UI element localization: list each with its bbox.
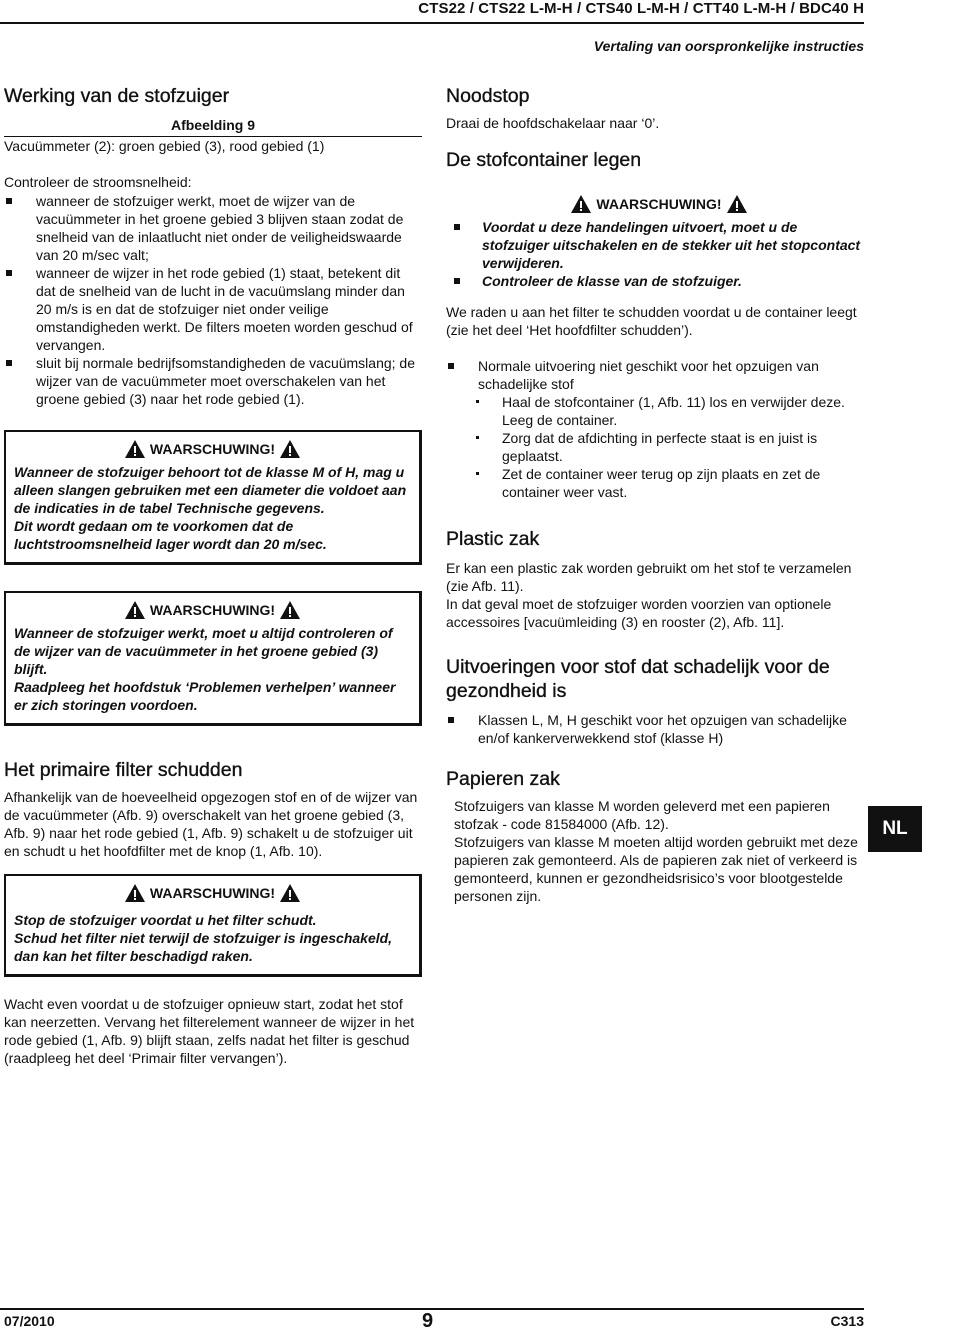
warning-header <box>14 883 411 903</box>
warning-triangle-icon <box>124 439 146 459</box>
warning-text: Wanneer de stofzuiger behoort tot de klasse M of H, mag u alleen slangen gebruiken met een diameter die voldoet aan de indicaties in de tabel Technische gegevens. <box>14 464 407 516</box>
warning-text: Raadpleeg het hoofdstuk ‘Problemen verhelpen’ wanneer er zich storingen voordoen. <box>14 679 396 713</box>
sub-list <box>470 393 866 501</box>
heading-emergency-stop: Noodstop <box>446 85 530 107</box>
heading-operation: Werking van de stofzuiger <box>4 85 230 107</box>
warning-header <box>452 194 866 214</box>
stop-text: Draai de hoofdschakelaar naar ‘0’. <box>446 115 660 131</box>
warning-triangle-icon <box>279 883 301 903</box>
list-item: Klassen L, M, H geschikt voor het opzuigen van schadelijke en/of kankerverwekkend stof (klasse H) <box>446 711 866 747</box>
warning-text: Dit wordt gedaan om te voorkomen dat de luchtstroomsnelheid lager wordt dan 20 m/sec. <box>14 518 327 552</box>
warning-box-stop <box>4 874 422 977</box>
harmful-list <box>446 711 866 747</box>
warning-text: Stop de stofzuiger voordat u het filter schudt. <box>14 912 317 928</box>
warning-triangle-icon <box>124 883 146 903</box>
normal-list <box>446 357 866 501</box>
list-item <box>446 357 866 501</box>
figure-caption: Vacuümmeter (2): groen gebied (3), rood gebied (1) <box>4 138 325 154</box>
warning-label: WAARSCHUWING! <box>596 196 722 212</box>
warning-text: Schud het filter niet terwijl de stofzuiger is ingeschakeld, dan kan het filter beschadigd raken. <box>14 930 393 964</box>
heading-empty-container: De stofcontainer legen <box>446 149 642 171</box>
sub-list-item: Zorg dat de afdichting in perfecte staat is en juist is geplaatst. <box>470 429 866 465</box>
paper-text: Stofzuigers van klasse M moeten altijd worden gebruikt met deze papieren zak gemonteerd. Als de papieren zak niet of verkeerd is gemonteerd, kunnen er gezondheidsrisico’s voor blootgestelde personen zijn. <box>454 834 858 904</box>
warning-header <box>14 600 411 620</box>
header-rule <box>0 22 864 24</box>
document-title: CTS22 / CTS22 L-M-H / CTS40 L-M-H / CTT40 L-M-H / BDC40 H <box>418 0 864 17</box>
heading-shake-filter: Het primaire filter schudden <box>4 759 243 781</box>
heading-harmful-dust: Uitvoeringen voor stof dat schadelijk voor de gezondheid is <box>446 656 830 702</box>
list-item: Voordat u deze handelingen uitvoert, moet u de stofzuiger uitschakelen en de stekker uit het stopcontact verwijderen. <box>452 218 866 272</box>
heading-plastic-bag: Plastic zak <box>446 528 540 550</box>
warning-text: Wanneer de stofzuiger werkt, moet u altijd controleren of de wijzer van de vacuümmeter in het groene gebied (3) blijft. <box>14 625 393 677</box>
warning-triangle-icon <box>124 600 146 620</box>
check-list <box>4 192 422 408</box>
heading-paper-bag: Papieren zak <box>446 768 560 790</box>
warning-box-empty <box>446 186 866 293</box>
list-item: wanneer de stofzuiger werkt, moet de wijzer van de vacuümmeter in het groene gebied 3 blijven staan zodat de snelheid van de inlaatlucht niet onder de veiligheidswaarde van 20 m/sec valt; <box>4 192 422 264</box>
check-intro: Controleer de stroomsnelheid: <box>4 174 192 190</box>
paper-text: Stofzuigers van klasse M worden geleverd met een papieren stofzak - code 81584000 (Afb. 12). <box>454 798 830 832</box>
warning-box-gauge <box>4 591 422 726</box>
warning-header <box>14 439 411 459</box>
wait-text: Wacht even voordat u de stofzuiger opnieuw start, zodat het stof kan neerzetten. Vervang het filterelement wanneer de wijzer in het rode gebied (1, Afb. 9) blijft staan, zelfs nadat het filter is geschud (raadpleeg het deel ‘Primair filter vervangen’). <box>4 996 415 1066</box>
warning-label: WAARSCHUWING! <box>149 885 276 901</box>
page-number: 9 <box>422 1310 434 1330</box>
plastic-text: Er kan een plastic zak worden gebruikt om het stof te verzamelen (zie Afb. 11). <box>446 560 852 594</box>
document-code: C313 <box>830 1313 864 1329</box>
warning-triangle-icon <box>279 600 301 620</box>
normal-item-text: Normale uitvoering niet geschikt voor het opzuigen van schadelijke stof <box>478 358 819 392</box>
list-item: wanneer de wijzer in het rode gebied (1) staat, betekent dit dat de snelheid van de lucht in de vacuümslang minder dan 20 m/s is en dat de stofzuiger niet onder veilige omstandigheden werkt. De filters moeten worden geschud of vervangen. <box>4 264 422 354</box>
figure-title: Afbeelding 9 <box>170 117 255 133</box>
warning-triangle-icon <box>726 194 748 214</box>
left-column <box>4 84 422 1067</box>
warning-label: WAARSCHUWING! <box>149 441 276 457</box>
warning-label: WAARSCHUWING! <box>149 602 276 618</box>
warning-triangle-icon <box>570 194 592 214</box>
footer-date: 07/2010 <box>4 1313 55 1329</box>
warning-list <box>452 218 866 290</box>
sub-list-item: Zet de container weer terug op zijn plaats en zet de container weer vast. <box>470 465 866 501</box>
list-item: sluit bij normale bedrijfsomstandigheden de vacuümslang; de wijzer van de vacuümmeter moet overschakelen van het groene gebied (3) naar het rode gebied (1). <box>4 354 422 408</box>
shake-text: Afhankelijk van de hoeveelheid opgezogen stof en of de wijzer van de vacuümmeter (Afb. 9) overschakelt van het groene gebied (3, Afb. 9) naar het rode gebied (1, Afb. 9) schakelt u de stofzuiger uit en schudt u het hoofdfilter met de knop (1, Afb. 10). <box>4 789 418 859</box>
sub-list-item: Haal de stofcontainer (1, Afb. 11) los en verwijder deze. Leeg de container. <box>470 393 866 429</box>
advice-text: We raden u aan het filter te schudden voordat u de container leegt (zie het deel ‘Het hoofdfilter schudden’). <box>446 304 857 338</box>
warning-triangle-icon <box>279 439 301 459</box>
document-subtitle: Vertaling van oorspronkelijke instructies <box>593 38 864 54</box>
warning-box-hose <box>4 430 422 565</box>
plastic-text: In dat geval moet de stofzuiger worden voorzien van optionele accessoires [vacuümleiding (3) en rooster (2), Afb. 11]. <box>446 596 832 630</box>
language-tab: NL <box>868 806 922 852</box>
right-column <box>446 84 866 905</box>
list-item: Controleer de klasse van de stofzuiger. <box>452 272 866 290</box>
